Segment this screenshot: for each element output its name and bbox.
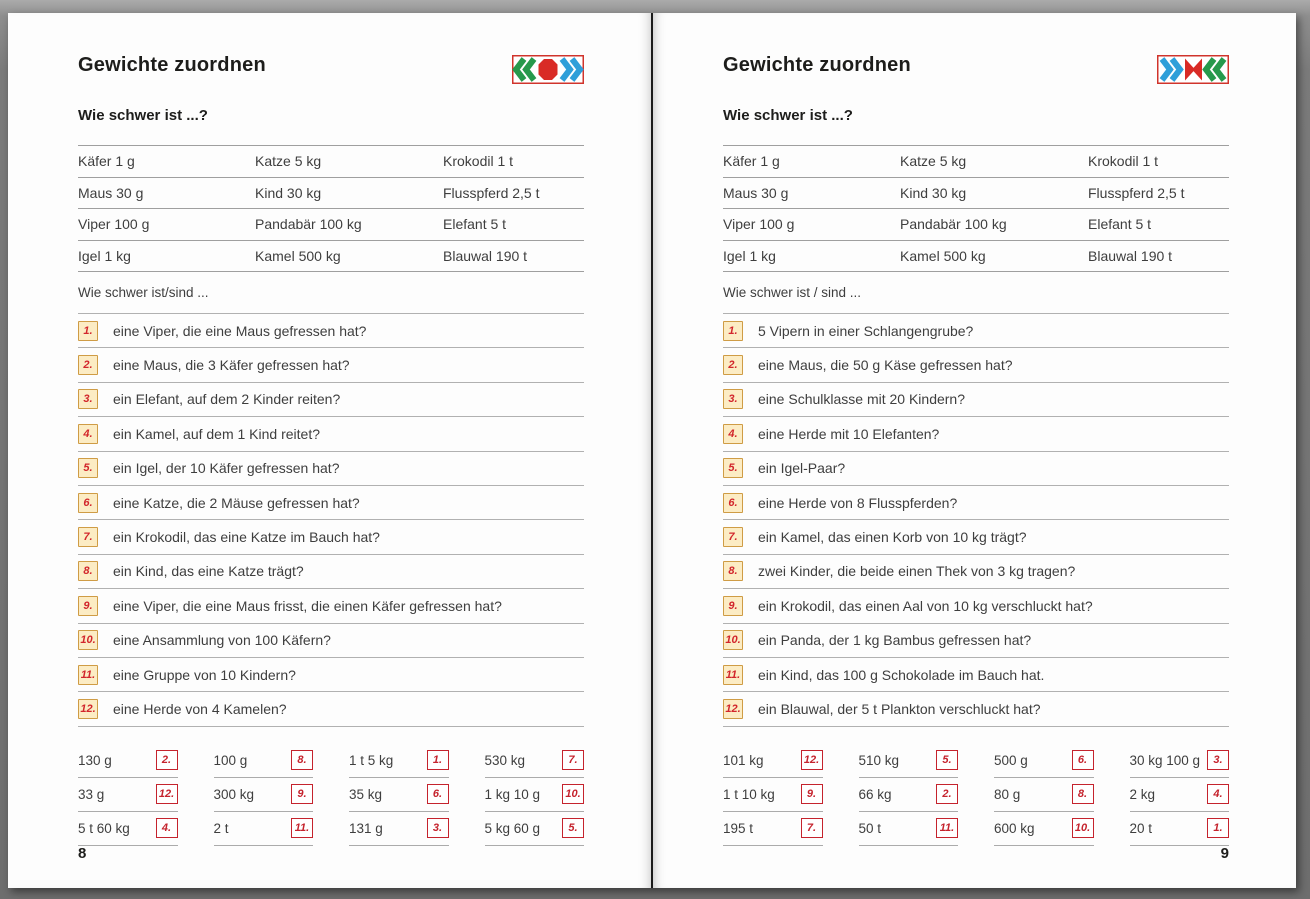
answer-number-box: 12.	[156, 784, 178, 804]
question-row	[78, 348, 584, 382]
answer-weight-value: 50 t	[858, 820, 882, 836]
answer-cell	[78, 778, 178, 812]
question-number-badge: 2.	[78, 355, 98, 375]
answers-column	[485, 744, 585, 846]
answer-weight-value: 600 kg	[994, 820, 1035, 836]
answer-number-box: 12.	[801, 750, 823, 770]
question-text: ein Krokodil, das einen Aal von 10 kg verschluckt hat?	[758, 597, 1093, 614]
answer-cell	[349, 744, 449, 778]
weights-table	[723, 145, 1229, 272]
weight-item: Viper 100 g	[78, 216, 150, 233]
answer-cell	[214, 778, 314, 812]
answer-number-box: 2.	[936, 784, 958, 804]
answer-number-box: 1.	[1207, 818, 1229, 838]
question-text: ein Kind, das eine Katze trägt?	[113, 563, 304, 580]
weight-item: Käfer 1 g	[723, 153, 780, 170]
question-row	[78, 417, 584, 451]
weights-table-row	[723, 146, 1229, 178]
answer-number-box: 8.	[291, 750, 313, 770]
question-number-badge: 12.	[78, 699, 98, 719]
question-number-badge: 9.	[723, 596, 743, 616]
weight-item: Flusspferd 2,5 t	[443, 184, 540, 201]
question-number-badge: 2.	[723, 355, 743, 375]
question-number-badge: 9.	[78, 596, 98, 616]
question-text: eine Maus, die 3 Käfer gefressen hat?	[113, 357, 350, 374]
weight-item: Igel 1 kg	[78, 247, 131, 264]
answer-cell	[723, 744, 823, 778]
question-text: ein Kamel, das einen Korb von 10 kg trägt?	[758, 529, 1027, 546]
question-row	[723, 383, 1229, 417]
answer-weight-value: 510 kg	[858, 752, 900, 768]
answer-cell	[349, 778, 449, 812]
question-row	[78, 383, 584, 417]
page-header	[78, 54, 584, 89]
answer-cell	[1130, 744, 1230, 778]
question-text: ein Panda, der 1 kg Bambus gefressen hat?	[758, 632, 1032, 649]
weight-item: Pandabär 100 kg	[255, 216, 362, 233]
answer-weight-value: 2 t	[213, 820, 229, 836]
question-row	[723, 520, 1229, 554]
answer-number-box: 9.	[291, 784, 313, 804]
weight-item: Kind 30 kg	[255, 184, 322, 201]
question-text: ein Kind, das 100 g Schokolade im Bauch hat.	[758, 666, 1045, 683]
answer-weight-value: 1 kg 10 g	[484, 786, 541, 802]
weight-item: Krokodil 1 t	[443, 153, 514, 170]
answer-cell	[723, 778, 823, 812]
question-number-badge: 3.	[723, 389, 743, 409]
question-text: eine Gruppe von 10 Kindern?	[113, 666, 296, 683]
question-row	[78, 486, 584, 520]
question-row	[723, 486, 1229, 520]
answer-weight-value: 530 kg	[484, 752, 526, 768]
question-text: eine Ansammlung von 100 Käfern?	[113, 632, 331, 649]
answer-number-box: 8.	[1072, 784, 1094, 804]
answer-cell	[214, 812, 314, 846]
question-text: eine Herde von 4 Kamelen?	[113, 700, 287, 717]
weights-table	[78, 145, 584, 272]
answers-column	[859, 744, 959, 846]
answer-weight-value: 1 t 5 kg	[349, 752, 394, 768]
weight-item: Elefant 5 t	[443, 216, 507, 233]
question-text: ein Igel-Paar?	[758, 460, 846, 477]
question-row	[723, 624, 1229, 658]
question-row	[723, 348, 1229, 382]
page-number: 8	[78, 845, 87, 862]
answers-column	[994, 744, 1094, 846]
answer-number-box: 10.	[562, 784, 584, 804]
question-number-badge: 1.	[78, 321, 98, 341]
answer-weight-value: 130 g	[78, 752, 112, 768]
weights-table-row	[78, 146, 584, 178]
weight-item: Elefant 5 t	[1088, 216, 1152, 233]
answer-number-box: 7.	[801, 818, 823, 838]
weight-item: Maus 30 g	[78, 184, 144, 201]
answer-cell	[485, 778, 585, 812]
answer-weight-value: 300 kg	[213, 786, 255, 802]
question-row	[723, 692, 1229, 726]
weight-item: Katze 5 kg	[900, 153, 967, 170]
weight-item: Kamel 500 kg	[255, 247, 341, 264]
question-number-badge: 7.	[723, 527, 743, 547]
question-text: ein Kamel, auf dem 1 Kind reitet?	[113, 425, 321, 442]
answers-column	[78, 744, 178, 846]
weight-item: Maus 30 g	[723, 184, 789, 201]
answer-cell	[214, 744, 314, 778]
questions-intro-label: Wie schwer ist/sind ...	[78, 272, 584, 314]
weight-item: Kamel 500 kg	[900, 247, 986, 264]
question-text: zwei Kinder, die beide einen Thek von 3 kg tragen?	[758, 563, 1076, 580]
answers-column	[349, 744, 449, 846]
page-subtitle: Wie schwer ist ...?	[723, 107, 853, 124]
nav-back-stop-forward-icon	[512, 55, 584, 89]
answer-weight-value: 80 g	[994, 786, 1021, 802]
answer-weight-value: 2 kg	[1129, 786, 1156, 802]
answer-weight-value: 35 kg	[349, 786, 383, 802]
answer-cell	[1130, 812, 1230, 846]
answer-number-box: 4.	[1207, 784, 1229, 804]
answer-cell	[994, 778, 1094, 812]
question-number-badge: 6.	[723, 493, 743, 513]
page-subtitle: Wie schwer ist ...?	[78, 107, 208, 124]
answers-column	[214, 744, 314, 846]
question-number-badge: 4.	[78, 424, 98, 444]
question-row	[78, 314, 584, 348]
answer-number-box: 9.	[801, 784, 823, 804]
answers-grid	[723, 744, 1229, 846]
nav-forward-stop-back-icon	[1157, 55, 1229, 89]
question-text: eine Viper, die eine Maus frisst, die einen Käfer gefressen hat?	[113, 597, 502, 614]
questions-intro-label: Wie schwer ist / sind ...	[723, 272, 1229, 314]
weight-item: Blauwal 190 t	[443, 247, 528, 264]
answer-number-box: 3.	[1207, 750, 1229, 770]
answer-cell	[994, 744, 1094, 778]
question-row	[78, 520, 584, 554]
question-row	[723, 417, 1229, 451]
question-number-badge: 10.	[78, 630, 98, 650]
question-row	[78, 589, 584, 623]
question-number-badge: 11.	[723, 665, 743, 685]
answer-number-box: 3.	[427, 818, 449, 838]
question-row	[78, 658, 584, 692]
question-number-badge: 7.	[78, 527, 98, 547]
weight-item: Pandabär 100 kg	[900, 216, 1007, 233]
answer-weight-value: 30 kg 100 g	[1129, 752, 1201, 768]
answer-weight-value: 101 kg	[723, 752, 764, 768]
question-number-badge: 12.	[723, 699, 743, 719]
answers-column	[1130, 744, 1230, 846]
question-number-badge: 11.	[78, 665, 98, 685]
answer-weight-value: 100 g	[213, 752, 248, 768]
weights-table-row	[78, 209, 584, 241]
answer-number-box: 10.	[1072, 818, 1094, 838]
answer-number-box: 7.	[562, 750, 584, 770]
answer-weight-value: 195 t	[723, 820, 754, 836]
weights-table-row	[78, 178, 584, 210]
answer-number-box: 5.	[562, 818, 584, 838]
answer-cell	[485, 744, 585, 778]
question-number-badge: 4.	[723, 424, 743, 444]
weights-table-row	[723, 241, 1229, 273]
answer-cell	[859, 812, 959, 846]
question-text: eine Schulklasse mit 20 Kindern?	[758, 391, 966, 408]
answer-cell	[1130, 778, 1230, 812]
answer-number-box: 6.	[1072, 750, 1094, 770]
question-number-badge: 5.	[723, 458, 743, 478]
answer-weight-value: 33 g	[78, 786, 105, 802]
question-number-badge: 6.	[78, 493, 98, 513]
weight-item: Käfer 1 g	[78, 153, 135, 170]
question-number-badge: 5.	[78, 458, 98, 478]
answer-number-box: 5.	[936, 750, 958, 770]
question-row	[723, 452, 1229, 486]
question-text: ein Blauwal, der 5 t Plankton verschluckt hat?	[758, 700, 1041, 717]
question-row	[78, 452, 584, 486]
answer-cell	[78, 744, 178, 778]
page-title: Gewichte zuordnen	[723, 54, 911, 76]
weights-table-row	[78, 241, 584, 273]
page-number: 9	[1220, 845, 1229, 862]
answer-number-box: 2.	[156, 750, 178, 770]
question-row	[723, 658, 1229, 692]
page-left	[8, 13, 651, 888]
question-number-badge: 3.	[78, 389, 98, 409]
weight-item: Blauwal 190 t	[1088, 247, 1173, 264]
question-number-badge: 8.	[723, 561, 743, 581]
question-row	[78, 624, 584, 658]
weight-item: Katze 5 kg	[255, 153, 322, 170]
answer-number-box: 11.	[291, 818, 313, 838]
question-number-badge: 1.	[723, 321, 743, 341]
answer-cell	[78, 812, 178, 846]
answer-number-box: 1.	[427, 750, 449, 770]
weight-item: Krokodil 1 t	[1088, 153, 1159, 170]
question-row	[78, 555, 584, 589]
question-text: 5 Vipern in einer Schlangengrube?	[758, 322, 974, 339]
page-header	[723, 54, 1229, 89]
answer-number-box: 11.	[936, 818, 958, 838]
answers-grid	[78, 744, 584, 846]
question-text: eine Herde von 8 Flusspferden?	[758, 494, 958, 511]
answers-column	[723, 744, 823, 846]
question-row	[723, 555, 1229, 589]
question-row	[78, 692, 584, 726]
answer-weight-value: 20 t	[1129, 820, 1153, 836]
answer-weight-value: 66 kg	[858, 786, 892, 802]
answer-weight-value: 5 kg 60 g	[484, 820, 541, 836]
weight-item: Kind 30 kg	[900, 184, 967, 201]
question-text: ein Elefant, auf dem 2 Kinder reiten?	[113, 391, 341, 408]
page-title: Gewichte zuordnen	[78, 54, 266, 76]
answer-cell	[349, 812, 449, 846]
weight-item: Igel 1 kg	[723, 247, 776, 264]
question-number-badge: 8.	[78, 561, 98, 581]
answer-weight-value: 1 t 10 kg	[723, 786, 775, 802]
question-text: eine Herde mit 10 Elefanten?	[758, 425, 940, 442]
page-right	[653, 13, 1296, 888]
answer-cell	[859, 744, 959, 778]
question-text: eine Maus, die 50 g Käse gefressen hat?	[758, 357, 1013, 374]
answer-cell	[994, 812, 1094, 846]
weight-item: Flusspferd 2,5 t	[1088, 184, 1185, 201]
question-text: eine Viper, die eine Maus gefressen hat?	[113, 322, 367, 339]
answer-weight-value: 500 g	[994, 752, 1028, 768]
question-text: ein Krokodil, das eine Katze im Bauch hat?	[113, 529, 380, 546]
answer-cell	[485, 812, 585, 846]
question-number-badge: 10.	[723, 630, 743, 650]
weights-table-row	[723, 209, 1229, 241]
answer-cell	[859, 778, 959, 812]
book-spread	[8, 13, 1296, 888]
answer-weight-value: 131 g	[349, 820, 383, 836]
answer-cell	[723, 812, 823, 846]
answer-number-box: 4.	[156, 818, 178, 838]
question-text: ein Igel, der 10 Käfer gefressen hat?	[113, 460, 340, 477]
weights-table-row	[723, 178, 1229, 210]
weight-item: Viper 100 g	[723, 216, 795, 233]
question-row	[723, 314, 1229, 348]
answer-weight-value: 5 t 60 kg	[78, 820, 130, 836]
question-row	[723, 589, 1229, 623]
question-text: eine Katze, die 2 Mäuse gefressen hat?	[113, 494, 360, 511]
answer-number-box: 6.	[427, 784, 449, 804]
